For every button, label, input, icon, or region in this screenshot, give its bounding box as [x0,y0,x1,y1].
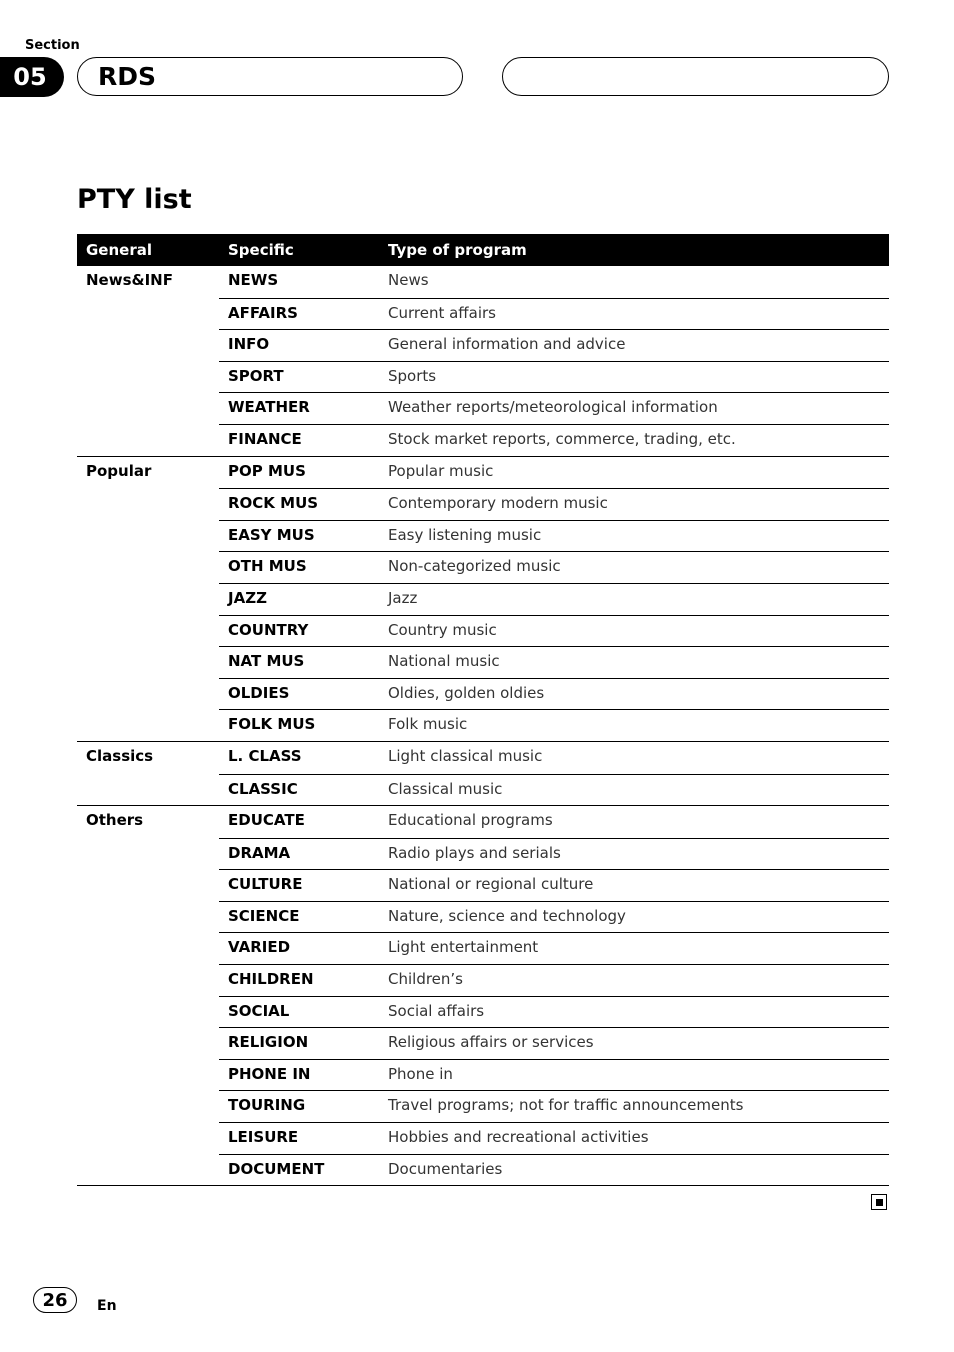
table-body [77,266,889,1186]
program-type: Current affairs [388,303,496,322]
specific-code: SCIENCE [228,906,300,925]
table-row [219,298,889,330]
table-row [219,932,889,964]
specific-code: SOCIAL [228,1001,290,1020]
general-category: Popular [86,461,152,480]
table-row [219,392,889,424]
program-type: Religious affairs or services [388,1033,594,1052]
program-type: Light entertainment [388,938,539,957]
specific-code: TOURING [228,1096,306,1115]
end-of-section-icon [871,1194,887,1210]
program-type: Social affairs [388,1001,485,1020]
table-row [219,869,889,901]
table-row [219,424,889,456]
group-rows [219,457,889,741]
table-row [219,1027,889,1059]
table-row [219,678,889,710]
table-row [219,742,889,774]
specific-code: NAT MUS [228,652,305,671]
specific-code: LEISURE [228,1128,299,1147]
specific-code: PHONE IN [228,1064,311,1083]
program-type: Popular music [388,461,494,480]
specific-code: L. CLASS [228,746,302,765]
specific-code: FINANCE [228,429,302,448]
table-group [77,457,889,742]
table-row [219,901,889,933]
group-rows [219,806,889,1185]
column-header-general: General [86,241,152,259]
table-row [219,709,889,741]
table-row [219,1122,889,1154]
program-type: Oldies, golden oldies [388,683,545,702]
table-row [219,964,889,996]
table-row [219,266,889,298]
table-group [77,266,889,457]
program-type: Documentaries [388,1159,503,1178]
section-label: Section [25,38,80,53]
table-row [219,996,889,1028]
table-row [219,1059,889,1091]
program-type: Easy listening music [388,525,542,544]
table-row [219,520,889,552]
specific-code: RELIGION [228,1033,309,1052]
section-title: RDS [77,57,463,96]
column-header-specific: Specific [228,241,294,259]
program-type: Jazz [388,588,418,607]
program-type: Hobbies and recreational activities [388,1128,649,1147]
program-type: Phone in [388,1064,453,1083]
specific-code: INFO [228,335,270,354]
program-type: Contemporary modern music [388,494,608,513]
page-title: PTY list [77,184,192,215]
specific-code: CHILDREN [228,970,314,989]
specific-code: POP MUS [228,461,306,480]
program-type: Sports [388,366,437,385]
program-type: Non-categorized music [388,557,561,576]
general-category: News&INF [86,271,173,289]
header-blank-box [502,57,889,96]
program-type: Radio plays and serials [388,843,561,862]
program-type: Classical music [388,779,503,798]
program-type: Folk music [388,715,468,734]
specific-code: FOLK MUS [228,715,316,734]
specific-code: EASY MUS [228,525,315,544]
table-row [219,329,889,361]
general-category: Classics [86,746,154,765]
specific-code: DRAMA [228,843,291,862]
section-number-badge: 05 [0,57,64,97]
program-type: Nature, science and technology [388,906,626,925]
page-number: 26 [33,1287,77,1313]
specific-code: AFFAIRS [228,303,298,322]
table-row [219,551,889,583]
program-type: Educational programs [388,811,553,830]
table-row [219,646,889,678]
specific-code: COUNTRY [228,620,309,639]
end-mark-square [876,1199,883,1206]
table-row [219,774,889,806]
table-row [219,806,889,838]
program-type: General information and advice [388,335,626,354]
table-row [219,1154,889,1186]
table-header-row [77,234,889,266]
group-rows [219,742,889,805]
specific-code: OTH MUS [228,557,307,576]
general-category: Others [86,811,144,830]
table-row [219,615,889,647]
program-type: Children’s [388,970,463,989]
table-row [219,583,889,615]
table-row [219,457,889,489]
specific-code: CLASSIC [228,779,298,798]
specific-code: EDUCATE [228,811,305,830]
column-header-type: Type of program [388,241,527,259]
specific-code: NEWS [228,271,279,289]
language-label: En [97,1298,117,1314]
specific-code: DOCUMENT [228,1159,325,1178]
program-type: News [388,271,429,289]
program-type: Country music [388,620,497,639]
specific-code: CULTURE [228,875,303,894]
specific-code: OLDIES [228,683,290,702]
program-type: Stock market reports, commerce, trading, etc. [388,429,736,448]
specific-code: WEATHER [228,398,310,417]
program-type: National music [388,652,500,671]
program-type: Weather reports/meteorological information [388,398,718,417]
table-row [219,838,889,870]
table-row [219,488,889,520]
specific-code: VARIED [228,938,291,957]
specific-code: JAZZ [228,588,267,607]
table-group [77,742,889,806]
table-row [219,1090,889,1122]
table-group [77,806,889,1186]
specific-code: ROCK MUS [228,494,319,513]
group-rows [219,266,889,456]
program-type: Travel programs; not for traffic announcements [388,1096,744,1115]
program-type: National or regional culture [388,875,594,894]
table-row [219,361,889,393]
specific-code: SPORT [228,366,284,385]
pty-table [77,234,889,1186]
program-type: Light classical music [388,746,543,765]
